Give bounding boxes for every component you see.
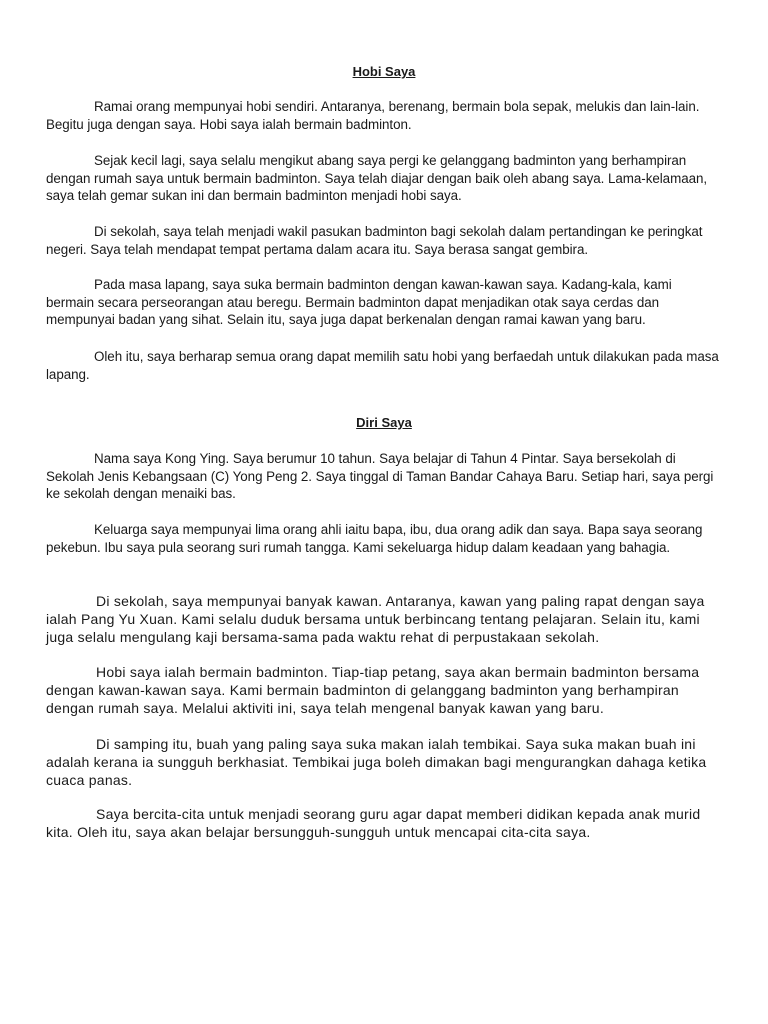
essay1-paragraph-4: Pada masa lapang, saya suka bermain badminton dengan kawan-kawan saya. Kadang-kala, kami bermain secara perseorangan atau beregu. Bermain badminton dapat menjadikan otak saya cerdas dan mempunyai badan yang sihat. Selain itu, saya juga dapat berkenalan dengan ramai kawan yang baru. bbox=[46, 277, 672, 328]
essay2-paragraph-4: Hobi saya ialah bermain badminton. Tiap-tiap petang, saya akan bermain badminton bersama dengan kawan-kawan saya. Kami bermain badminton di gelanggang badminton yang berhampiran dengan rumah saya. Melalui aktiviti ini, saya telah mengenal banyak kawan yang baru. bbox=[46, 664, 700, 716]
essay2-paragraph-3: Di sekolah, saya mempunyai banyak kawan. Antaranya, kawan yang paling rapat dengan saya ialah Pang Yu Xuan. Kami selalu duduk bersama untuk berbincang tentang pelajaran. Selain itu, kami juga selalu mengulang kaji bersama-sama pada waktu rehat di perpustakaan sekolah. bbox=[46, 593, 705, 645]
essay1-paragraph-3: Di sekolah, saya telah menjadi wakil pasukan badminton bagi sekolah dalam pertandingan ke peringkat negeri. Saya telah mendapat tempat pertama dalam acara itu. Saya berasa sangat gembira. bbox=[46, 224, 703, 257]
essay2-paragraph-5: Di samping itu, buah yang paling saya suka makan ialah tembikai. Saya suka makan buah ini adalah kerana ia sungguh berkhasiat. Tembikai juga boleh dimakan bagi mengurangkan dahaga ketika cuaca panas. bbox=[46, 736, 707, 788]
essay2-paragraph-2: Keluarga saya mempunyai lima orang ahli iaitu bapa, ibu, dua orang adik dan saya. Bapa saya seorang pekebun. Ibu saya pula seorang suri rumah tangga. Kami sekeluarga hidup dalam keadaan yang bahagia. bbox=[46, 522, 703, 555]
essay-title-diri-saya: Diri Saya bbox=[356, 415, 412, 430]
essay1-paragraph-2: Sejak kecil lagi, saya selalu mengikut abang saya pergi ke gelanggang badminton yang berhampiran dengan rumah saya untuk bermain badminton. Saya telah diajar dengan baik oleh abang saya. Lama-kelamaan, saya telah gemar sukan ini dan bermain badminton menjadi hobi saya. bbox=[46, 153, 708, 204]
essay-title-hobi-saya: Hobi Saya bbox=[352, 64, 416, 79]
essay1-paragraph-1: Ramai orang mempunyai hobi sendiri. Antaranya, berenang, bermain bola sepak, melukis dan lain-lain. Begitu juga dengan saya. Hobi saya ialah bermain badminton. bbox=[46, 99, 700, 132]
essay1-paragraph-5: Oleh itu, saya berharap semua orang dapat memilih satu hobi yang berfaedah untuk dilakukan pada masa lapang. bbox=[46, 349, 719, 382]
essay2-paragraph-1: Nama saya Kong Ying. Saya berumur 10 tahun. Saya belajar di Tahun 4 Pintar. Saya bersekolah di Sekolah Jenis Kebangsaan (C) Yong Peng 2. Saya tinggal di Taman Bandar Cahaya Baru. Setiap hari, saya pergi ke sekolah dengan menaiki bas. bbox=[46, 451, 714, 502]
essay2-paragraph-6: Saya bercita-cita untuk menjadi seorang guru agar dapat memberi didikan kepada anak murid kita. Oleh itu, saya akan belajar bersungguh-sungguh untuk mencapai cita-cita saya. bbox=[46, 806, 701, 840]
